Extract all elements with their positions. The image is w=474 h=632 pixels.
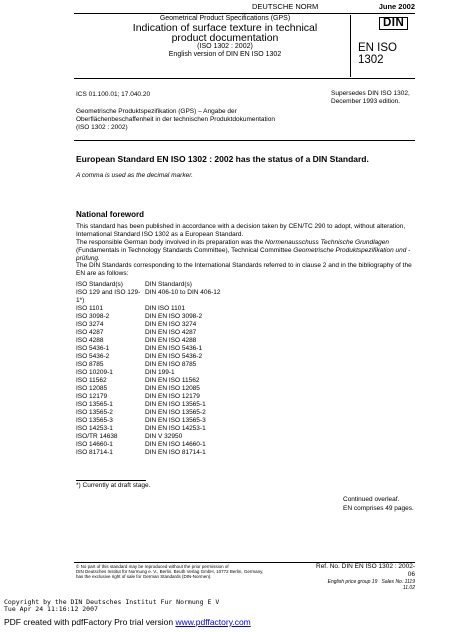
- paragraph-text: (Fundamentals in Technology Standards Committee), Technical Committee: [76, 247, 294, 254]
- din-standard-cell: DIN EN ISO 11562: [145, 377, 200, 384]
- footnote: *) Currently at draft stage.: [76, 482, 151, 489]
- din-standard-cell: DIN 199-1: [145, 369, 175, 376]
- table-row: [76, 393, 221, 401]
- national-foreword-heading: National foreword: [76, 210, 145, 219]
- iso-standard-cell: ISO 4288: [76, 337, 104, 344]
- din-standard-cell: DIN EN ISO 12085: [145, 385, 200, 392]
- supersedes-note: [331, 90, 410, 106]
- iso-standard-cell: ISO 4287: [76, 329, 104, 336]
- pdf-creator-banner: [4, 617, 251, 627]
- page-count: EN comprises 49 pages.: [343, 505, 414, 512]
- copyright-line: © No part of this standard may be reproduced without the prior permission of: [76, 564, 229, 569]
- reference-block: [316, 563, 415, 591]
- din-standard-cell: DIN EN ISO 5436-1: [145, 345, 203, 352]
- iso-standard-cell: ISO 3274: [76, 321, 104, 328]
- title-line: Indication of surface texture in technical: [132, 22, 318, 34]
- copyright-watermark: [4, 599, 219, 613]
- paragraph-text: The responsible German body involved in its preparation was the: [76, 239, 265, 246]
- din-standard-cell: DIN EN ISO 12179: [145, 393, 200, 400]
- continued-note: [343, 495, 414, 513]
- reference-number: Ref. No. DIN EN ISO 1302 : 2002-06: [316, 563, 415, 578]
- edition-code: 11.02: [402, 585, 415, 591]
- table-header-row: [76, 281, 221, 289]
- copyright-line: has the exclusive right of sale for German Standards (DIN-Normen).: [76, 574, 212, 579]
- title-line: Geometrical Product Specifications (GPS): [159, 15, 291, 22]
- price-info: [316, 579, 415, 585]
- iso-standard-cell: ISO 81714-1: [76, 449, 113, 456]
- table-row: [76, 337, 221, 345]
- din-standard-cell: DIN EN ISO 4287: [145, 329, 197, 336]
- iso-standard-cell: ISO 129 and ISO 129-1*): [76, 289, 141, 304]
- foreword-paragraph: The DIN Standards corresponding to the International Standards referred to in clause 2 and in the bibliography of the EN are as follows:: [76, 262, 412, 277]
- standards-table: [76, 281, 221, 457]
- header-top: [74, 2, 415, 13]
- iso-standard-cell: ISO 12179: [76, 393, 108, 400]
- iso-standard-cell: ISO 13565-3: [76, 417, 113, 424]
- table-row: [76, 345, 221, 353]
- column-header: ISO Standard(s): [76, 281, 123, 288]
- title-line: (ISO 1302 : 2002): [197, 43, 253, 50]
- copyright-line: DIN Deutsches Institut für Normung e. V., Berlin. Beuth Verlag GmbH, 10772 Berlin, Germany,: [76, 569, 264, 574]
- din-standard-cell: DIN V 32950: [145, 433, 183, 440]
- iso-standard-cell: ISO 13565-1: [76, 401, 113, 408]
- standard-number: EN ISO 1302: [358, 42, 397, 66]
- table-row: [76, 409, 221, 417]
- watermark-line: Copyright by the DIN Deutsches Institut Fur Normung E V: [4, 598, 220, 606]
- pdffactory-link[interactable]: www.pdffactory.com: [175, 617, 251, 627]
- table-row: [76, 401, 221, 409]
- table-row: [76, 417, 221, 425]
- issue-date: June 2002: [378, 2, 415, 11]
- iso-standard-cell: ISO 1101: [76, 305, 103, 312]
- table-row: [76, 369, 221, 377]
- table-row: [76, 441, 221, 449]
- table-row: [76, 425, 221, 433]
- din-standard-cell: DIN 406-10 to DIN 406-12: [145, 289, 221, 296]
- table-row: [76, 385, 221, 393]
- decimal-marker-note: A comma is used as the decimal marker.: [76, 172, 193, 179]
- footnote-rule: [76, 480, 146, 481]
- supersedes-line: December 1993 edition.: [331, 98, 401, 105]
- iso-standard-cell: ISO 14253-1: [76, 425, 113, 432]
- title-divider: [350, 15, 351, 77]
- german-title-line: Geometrische Produktspezifikation (GPS) – Angabe der: [76, 108, 237, 115]
- din-standard-cell: DIN EN ISO 13565-2: [145, 409, 206, 416]
- iso-standard-cell: ISO 10209-1: [76, 369, 113, 376]
- banner-text: PDF created with pdfFactory Pro trial version: [4, 617, 176, 627]
- title-block: [74, 15, 415, 77]
- sales-number: Sales No. 1119: [381, 579, 415, 585]
- foreword-paragraph: [76, 239, 414, 263]
- din-standard-cell: DIN EN ISO 13565-1: [145, 401, 206, 408]
- ics-code: ICS 01.100.01; 17.040.20: [76, 91, 151, 98]
- watermark-timestamp: Tue Apr 24 11:16:12 2007: [4, 605, 98, 613]
- document-title: [112, 15, 338, 59]
- table-row: [76, 361, 221, 369]
- din-standard-cell: DIN EN ISO 8785: [145, 361, 197, 368]
- din-standard-cell: DIN EN ISO 13565-3: [145, 417, 206, 424]
- german-title-line: (ISO 1302 : 2002): [76, 124, 128, 131]
- iso-standard-cell: ISO 12085: [76, 385, 108, 392]
- iso-standard-cell: ISO 5436-2: [76, 353, 110, 360]
- din-logo: DIN: [379, 17, 408, 30]
- table-row: [76, 377, 221, 385]
- din-standard-cell: DIN ISO 1101: [145, 305, 185, 312]
- header-rule: [74, 13, 415, 14]
- table-row: [76, 353, 221, 361]
- iso-standard-cell: ISO 5436-1: [76, 345, 110, 352]
- norm-label: DEUTSCHE NORM: [252, 2, 319, 11]
- table-row: [76, 329, 221, 337]
- iso-standard-cell: ISO 14660-1: [76, 441, 113, 448]
- din-standard-cell: DIN EN ISO 3098-2: [145, 313, 203, 320]
- header-rule: [74, 78, 415, 79]
- column-header: DIN Standard(s): [145, 281, 192, 288]
- table-row: [76, 313, 221, 321]
- title-line: English version of DIN EN ISO 1302: [168, 51, 282, 58]
- iso-standard-cell: ISO 3098-2: [76, 313, 110, 320]
- section-rule: [74, 140, 415, 141]
- iso-standard-cell: ISO 11562: [76, 377, 107, 384]
- din-standard-cell: DIN EN ISO 5436-2: [145, 353, 203, 360]
- status-headline: European Standard EN ISO 1302 : 2002 has the status of a DIN Standard.: [76, 154, 369, 164]
- iso-standard-cell: ISO 13565-2: [76, 409, 113, 416]
- copyright-notice: [76, 564, 302, 579]
- iso-standard-cell: ISO 8785: [76, 361, 104, 368]
- title-line: product documentation: [171, 32, 279, 44]
- table-row: [76, 305, 221, 313]
- german-title-line: Oberflächenbeschaffenheit in der technischen Produktdokumentation: [76, 116, 275, 123]
- table-row: [76, 321, 221, 329]
- table-row: [76, 433, 221, 441]
- din-standard-cell: DIN EN ISO 14253-1: [145, 425, 206, 432]
- din-standard-cell: DIN EN ISO 3274: [145, 321, 197, 328]
- din-standard-cell: DIN EN ISO 14660-1: [145, 441, 206, 448]
- din-standard-cell: DIN EN ISO 81714-1: [145, 449, 206, 456]
- iso-standard-cell: ISO/TR 14638: [76, 433, 118, 440]
- technical-committee-name: Geometrische Produktspezifikation und -prüfung.: [76, 247, 411, 262]
- committee-name: Normenausschuss Technische Grundlagen: [264, 239, 390, 246]
- din-standard-cell: DIN EN ISO 4288: [145, 337, 197, 344]
- table-row: [76, 289, 221, 305]
- german-title: [76, 108, 376, 132]
- continued-line: Continued overleaf.: [343, 496, 400, 503]
- supersedes-line: Supersedes DIN ISO 1302,: [331, 90, 410, 97]
- table-row: [76, 449, 221, 457]
- foreword-paragraph: This standard has been published in accordance with a decision taken by CEN/TC 290 to adopt, without alteration, International Standard ISO 1302 as a European Standard.: [76, 223, 406, 238]
- price-group: English price group 19: [327, 579, 378, 585]
